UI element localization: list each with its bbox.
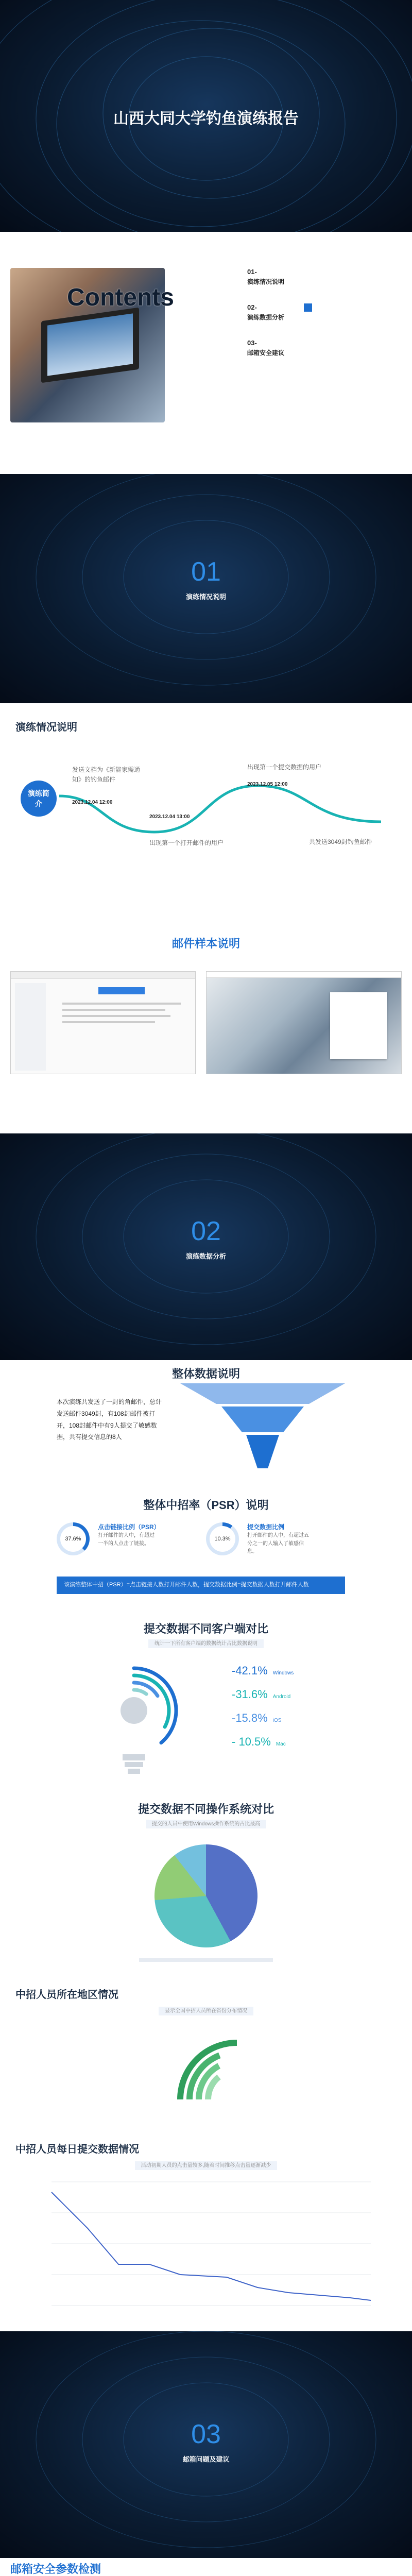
psr-open-ring: 37.6% <box>57 1522 90 1555</box>
contents-slide <box>0 232 412 474</box>
os-pie-chart <box>154 1844 258 1947</box>
timeline-item: 出现第一个提交数据的用户 2023.12.05 12:00 <box>247 764 322 787</box>
os-slide <box>0 1798 412 1981</box>
section-number: 03 <box>191 2419 221 2449</box>
clients-heading: 提交数据不同客户端对比 <box>143 1622 268 1635</box>
daily-subtitle: 活动初期人员的点击量较多,随着时间推移点击量逐渐减少 <box>135 2161 278 2170</box>
contents-item[interactable]: 01- 演练情况说明 <box>247 268 285 285</box>
overall-heading: 整体数据说明 <box>171 1367 240 1380</box>
list-item: -42.1% Windows <box>232 1664 294 1677</box>
section-title: 邮箱问题及建议 <box>182 2455 230 2463</box>
cover-slide <box>0 0 412 232</box>
daily-line-chart <box>31 2172 381 2321</box>
timeline-item: 共发送3049封钓鱼邮件 <box>309 838 372 845</box>
clients-subtitle: 统计一下所有客户端的数据统计占比数据说明 <box>148 1639 264 1648</box>
contents-heading: Contents <box>67 284 174 311</box>
bulb-chart <box>57 1654 211 1793</box>
section-03-slide <box>0 2331 412 2558</box>
security-heading: 邮箱安全参数检测 <box>10 2563 101 2575</box>
overview-badge: 演练简介 <box>21 781 57 817</box>
os-heading: 提交数据不同操作系统对比 <box>138 1803 274 1816</box>
region-heading: 中招人员所在地区情况 <box>15 1989 118 2001</box>
daily-heading: 中招人员每日提交数据情况 <box>15 2144 139 2155</box>
phishing-page-screenshot <box>206 971 402 1074</box>
section-01-slide <box>0 474 412 703</box>
timeline-item: 发送文档为《新能家需通知》的钓鱼邮件 2023.12.04 12:00 <box>72 766 141 806</box>
region-radial-chart <box>170 2032 252 2115</box>
section-title: 演练数据分析 <box>185 1252 226 1260</box>
overview-slide <box>0 703 412 930</box>
section-number: 01 <box>191 557 221 587</box>
os-subtitle: 提交的人员中使用Windows操作系统的占比最高 <box>146 1820 267 1828</box>
contents-item[interactable]: 03- 邮箱安全建议 <box>247 339 285 357</box>
overall-text: 本次演练共发送了一封的角邮件，总计发送邮件3049封，有108封邮件被打开，108封邮件中有9人提交了敏感数据，共有提交信息的8人 <box>57 1398 162 1441</box>
section-title: 演练情况说明 <box>185 593 226 601</box>
list-item: - 10.5% Mac <box>232 1735 286 1748</box>
sample-heading: 邮件样本说明 <box>171 937 240 950</box>
clients-slide <box>0 1618 412 1798</box>
timeline-item: 2023.12.04 13:00 出现第一个打开邮件的用户 <box>149 814 224 846</box>
overview-heading: 演练情况说明 <box>15 722 77 733</box>
section-number: 02 <box>191 1216 221 1246</box>
section-02-slide <box>0 1133 412 1360</box>
region-slide <box>0 1981 412 2136</box>
psr-submit-ring: 10.3% <box>206 1522 239 1555</box>
region-subtitle: 显示全国中招人员所在省份分布情况 <box>159 2007 253 2015</box>
sample-slide <box>0 930 412 1133</box>
security-slide <box>0 2558 412 2576</box>
list-item: -15.8% iOS <box>232 1711 282 1724</box>
list-item: -31.6% Android <box>232 1688 291 1701</box>
contents-list <box>247 268 381 357</box>
funnel-chart <box>170 1381 355 1484</box>
overall-slide <box>0 1360 412 1494</box>
page-title: 山西大同大学钓鱼演练报告 <box>113 110 299 127</box>
contents-item[interactable]: 02- 演练数据分析 <box>247 303 381 321</box>
email-sample-screenshot <box>10 971 196 1074</box>
marker-square <box>304 303 312 312</box>
os-pie-caption <box>139 1958 273 1962</box>
daily-slide <box>0 2136 412 2331</box>
psr-heading: 整体中招率（PSR）说明 <box>143 1499 269 1512</box>
psr-note: 该演练整体中招（PSR）=点击链接人数打开邮件人数，提交数据比例=提交数据人数打开邮件人数 <box>57 1577 345 1594</box>
psr-slide: 整体中招率（PSR）说明 37.6% 点击链接比例（PSR） 打开邮件的人中，有超过一半的人点击了链接。 10.3% 提交数据比例 打开邮件的人中，有超过五分之一的人输入了敏感信息。 该演练整体中招（PSR）=点击链接人数打开邮件人数，提交数据比例=提交数据人数打开邮件人数 <box>0 1494 412 1618</box>
clients-legend <box>232 1664 335 1759</box>
